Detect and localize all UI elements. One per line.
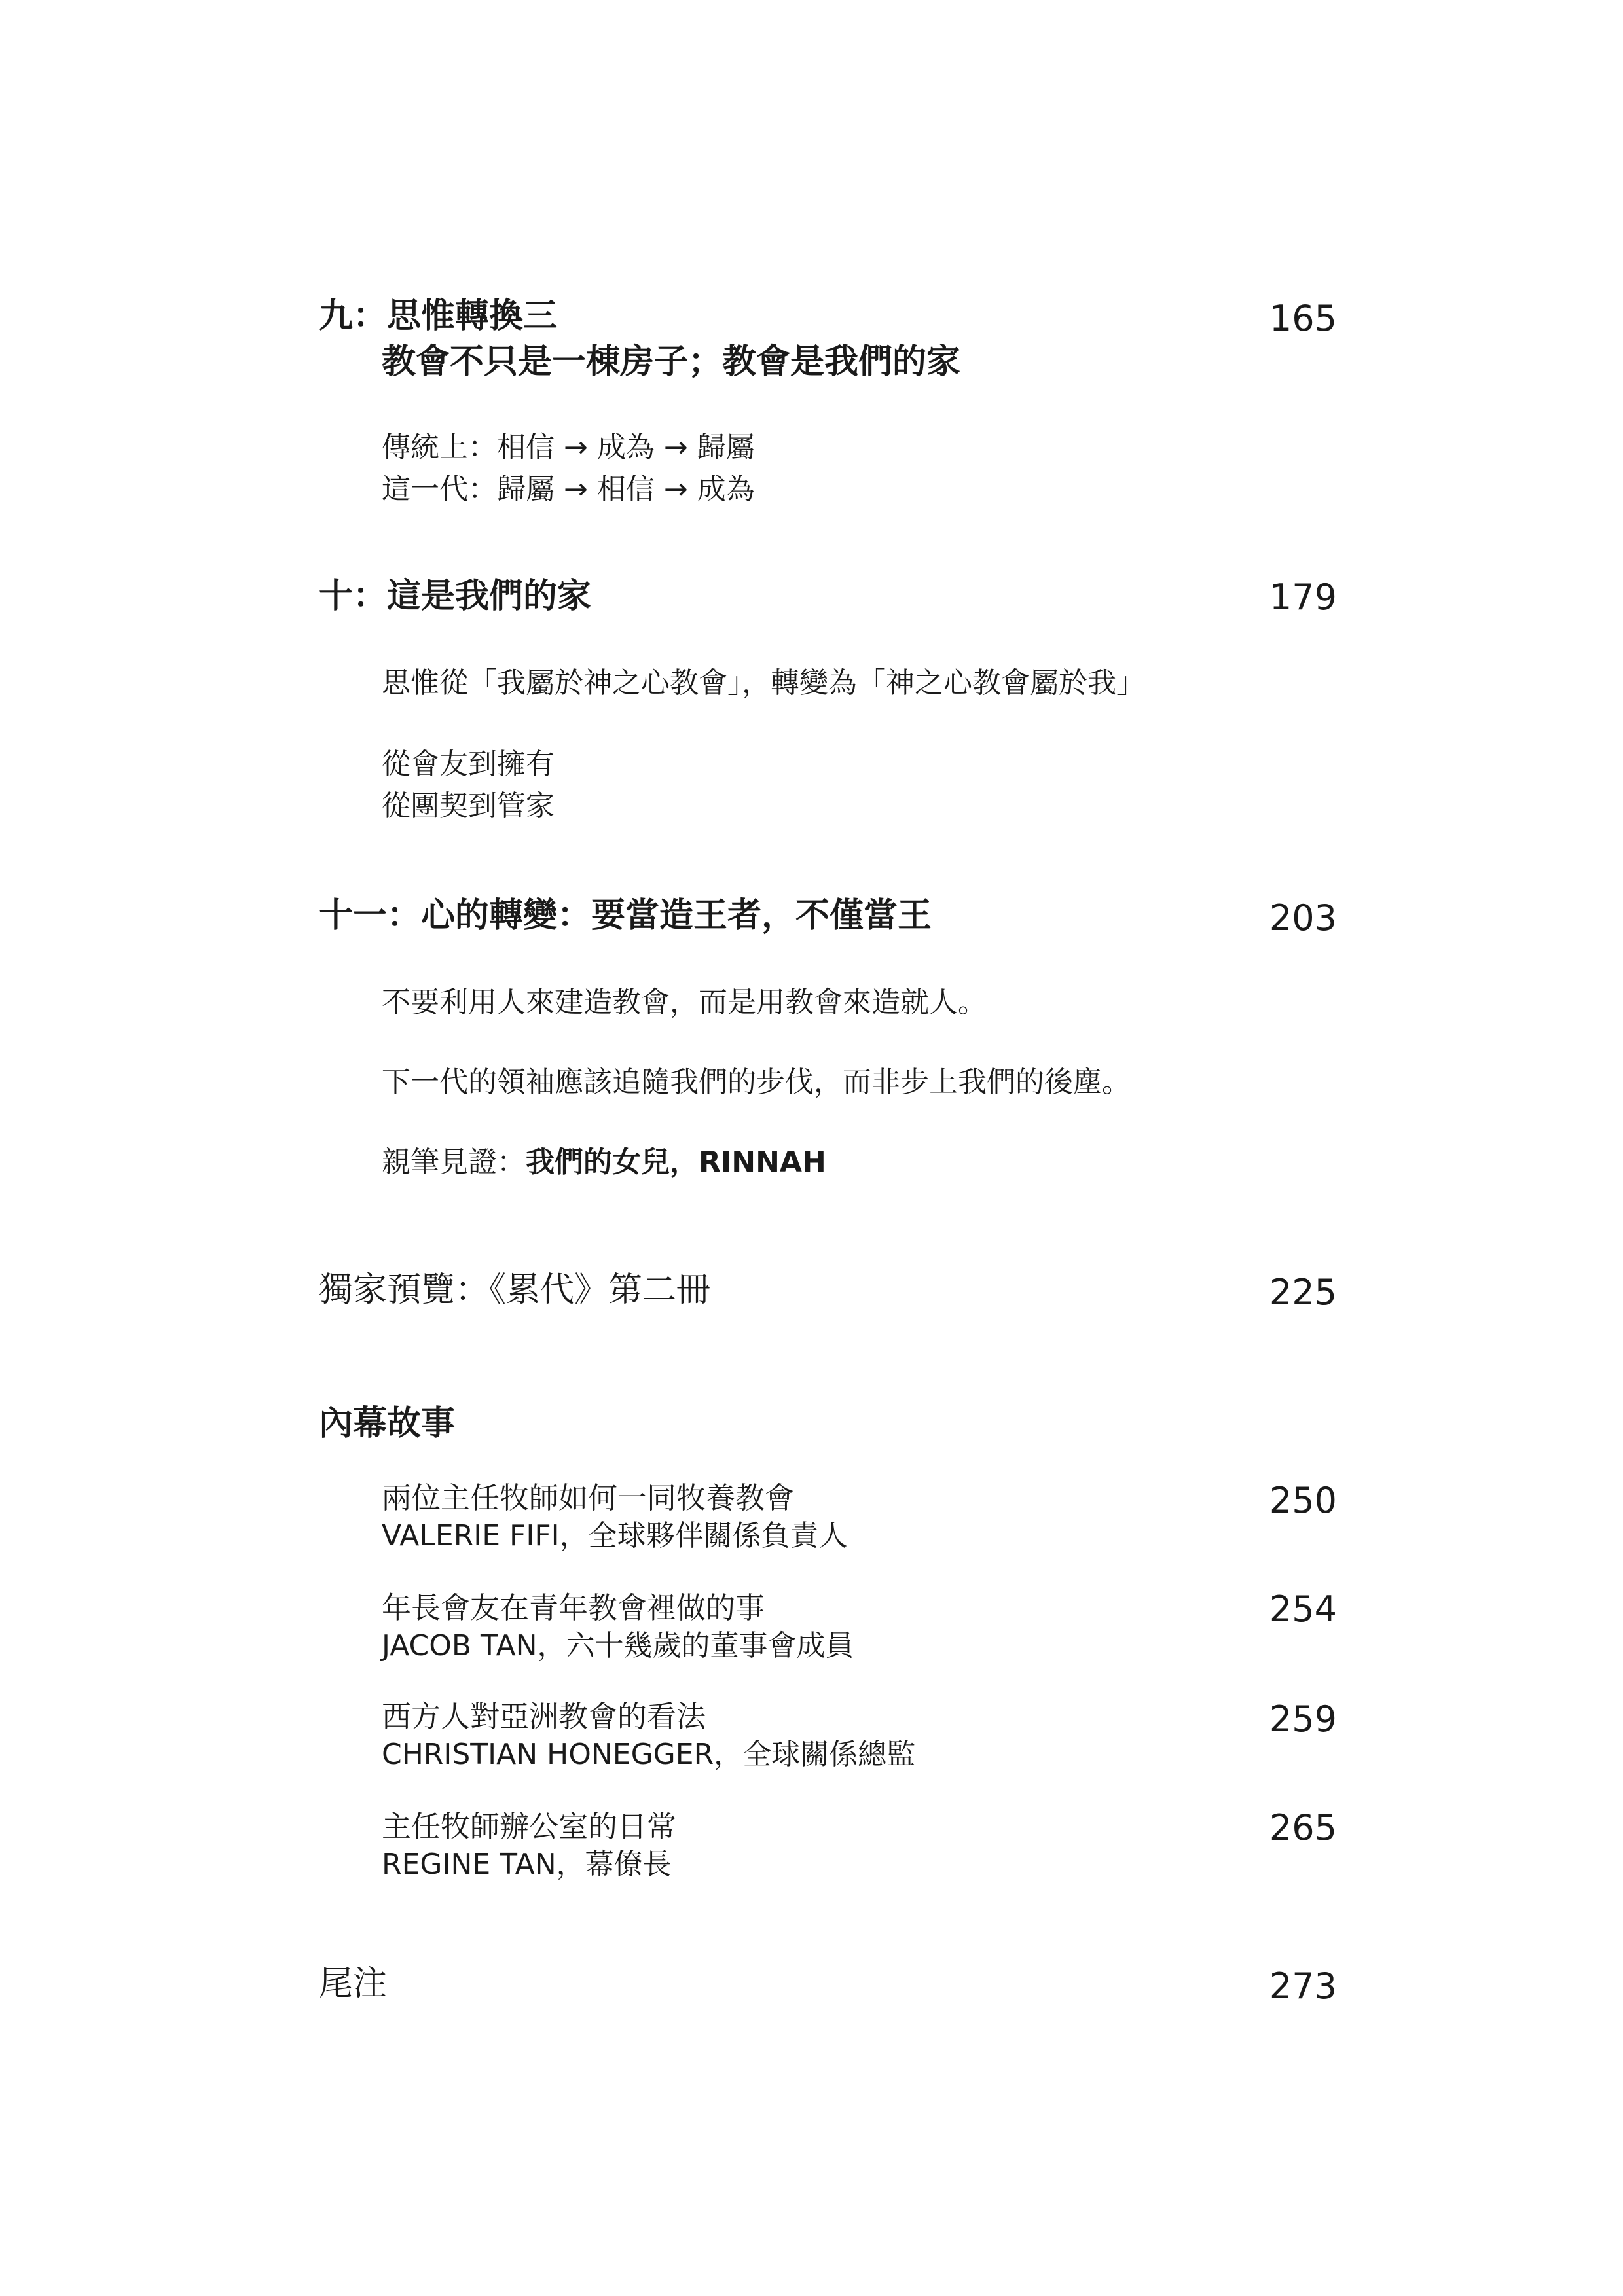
testimony-name: 我們的女兒，RINNAH [526, 1145, 826, 1179]
chapter-11-testimony [382, 1141, 826, 1183]
preview-page-number: 225 [1269, 1272, 1337, 1313]
stories-heading: 內幕故事 [319, 1404, 456, 1443]
chapter-10-line-3: 從團契到管家 [382, 789, 555, 823]
story-1-page-number: 250 [1269, 1480, 1337, 1521]
story-2-title: 年長會友在青年教會裡做的事 [382, 1590, 765, 1625]
chapter-9-page-number: 165 [1269, 298, 1337, 339]
chapter-10-line-1: 思惟從「我屬於神之心教會」，轉變為「神之心教會屬於我」 [382, 666, 1145, 700]
story-4-author [382, 1846, 672, 1884]
story-4-title: 主任牧師辦公室的日常 [382, 1809, 677, 1844]
story-3-author-name: CHRISTIAN HONEGGER [382, 1738, 714, 1771]
story-1-author-name: VALERIE FIFI [382, 1519, 560, 1552]
story-2-author [382, 1627, 854, 1665]
chapter-11-page-number: 203 [1269, 897, 1337, 939]
preview-title: 獨家預覽：《累代》第二冊 [319, 1270, 711, 1310]
story-4-page-number: 265 [1269, 1807, 1337, 1848]
chapter-10-line-2: 從會友到擁有 [382, 747, 555, 781]
story-1-author-role: ，全球夥伴關係負責人 [559, 1519, 848, 1552]
story-3-author-role: ，全球關係總監 [714, 1738, 916, 1771]
chapter-11-line-1: 不要利用人來建造教會，而是用教會來造就人。 [382, 986, 987, 1019]
story-3-title: 西方人對亞洲教會的看法 [382, 1699, 706, 1734]
story-1-title: 兩位主任牧師如何一同牧養教會 [382, 1480, 795, 1515]
chapter-10-title: 十：這是我們的家 [319, 577, 592, 616]
story-2-author-role: ，六十幾歲的董事會成員 [537, 1629, 854, 1662]
story-1-author [382, 1517, 848, 1555]
story-4-author-name: REGINE TAN [382, 1848, 556, 1881]
chapter-9-line-2: 這一代：歸屬 → 相信 → 成為 [382, 473, 755, 506]
chapter-10-page-number: 179 [1269, 577, 1337, 618]
endnotes-page-number: 273 [1269, 1965, 1337, 2007]
chapter-9-title-line2: 教會不只是一棟房子；教會是我們的家 [382, 342, 961, 382]
story-2-author-name: JACOB TAN [382, 1629, 538, 1662]
endnotes-title: 尾注 [319, 1964, 388, 2003]
story-2-page-number: 254 [1269, 1588, 1337, 1630]
chapter-9-line-1: 傳統上：相信 → 成為 → 歸屬 [382, 431, 755, 464]
story-3-author [382, 1736, 915, 1774]
chapter-11-title: 十一：心的轉變：要當造王者，不僅當王 [319, 896, 932, 935]
chapter-11-line-2: 下一代的領袖應該追隨我們的步伐，而非步上我們的後塵。 [382, 1066, 1131, 1099]
story-3-page-number: 259 [1269, 1698, 1337, 1740]
story-4-author-role: ，幕僚長 [556, 1848, 672, 1881]
chapter-9-title-line1: 九：思惟轉換三 [319, 296, 558, 336]
testimony-label: 親筆見證： [382, 1145, 526, 1179]
